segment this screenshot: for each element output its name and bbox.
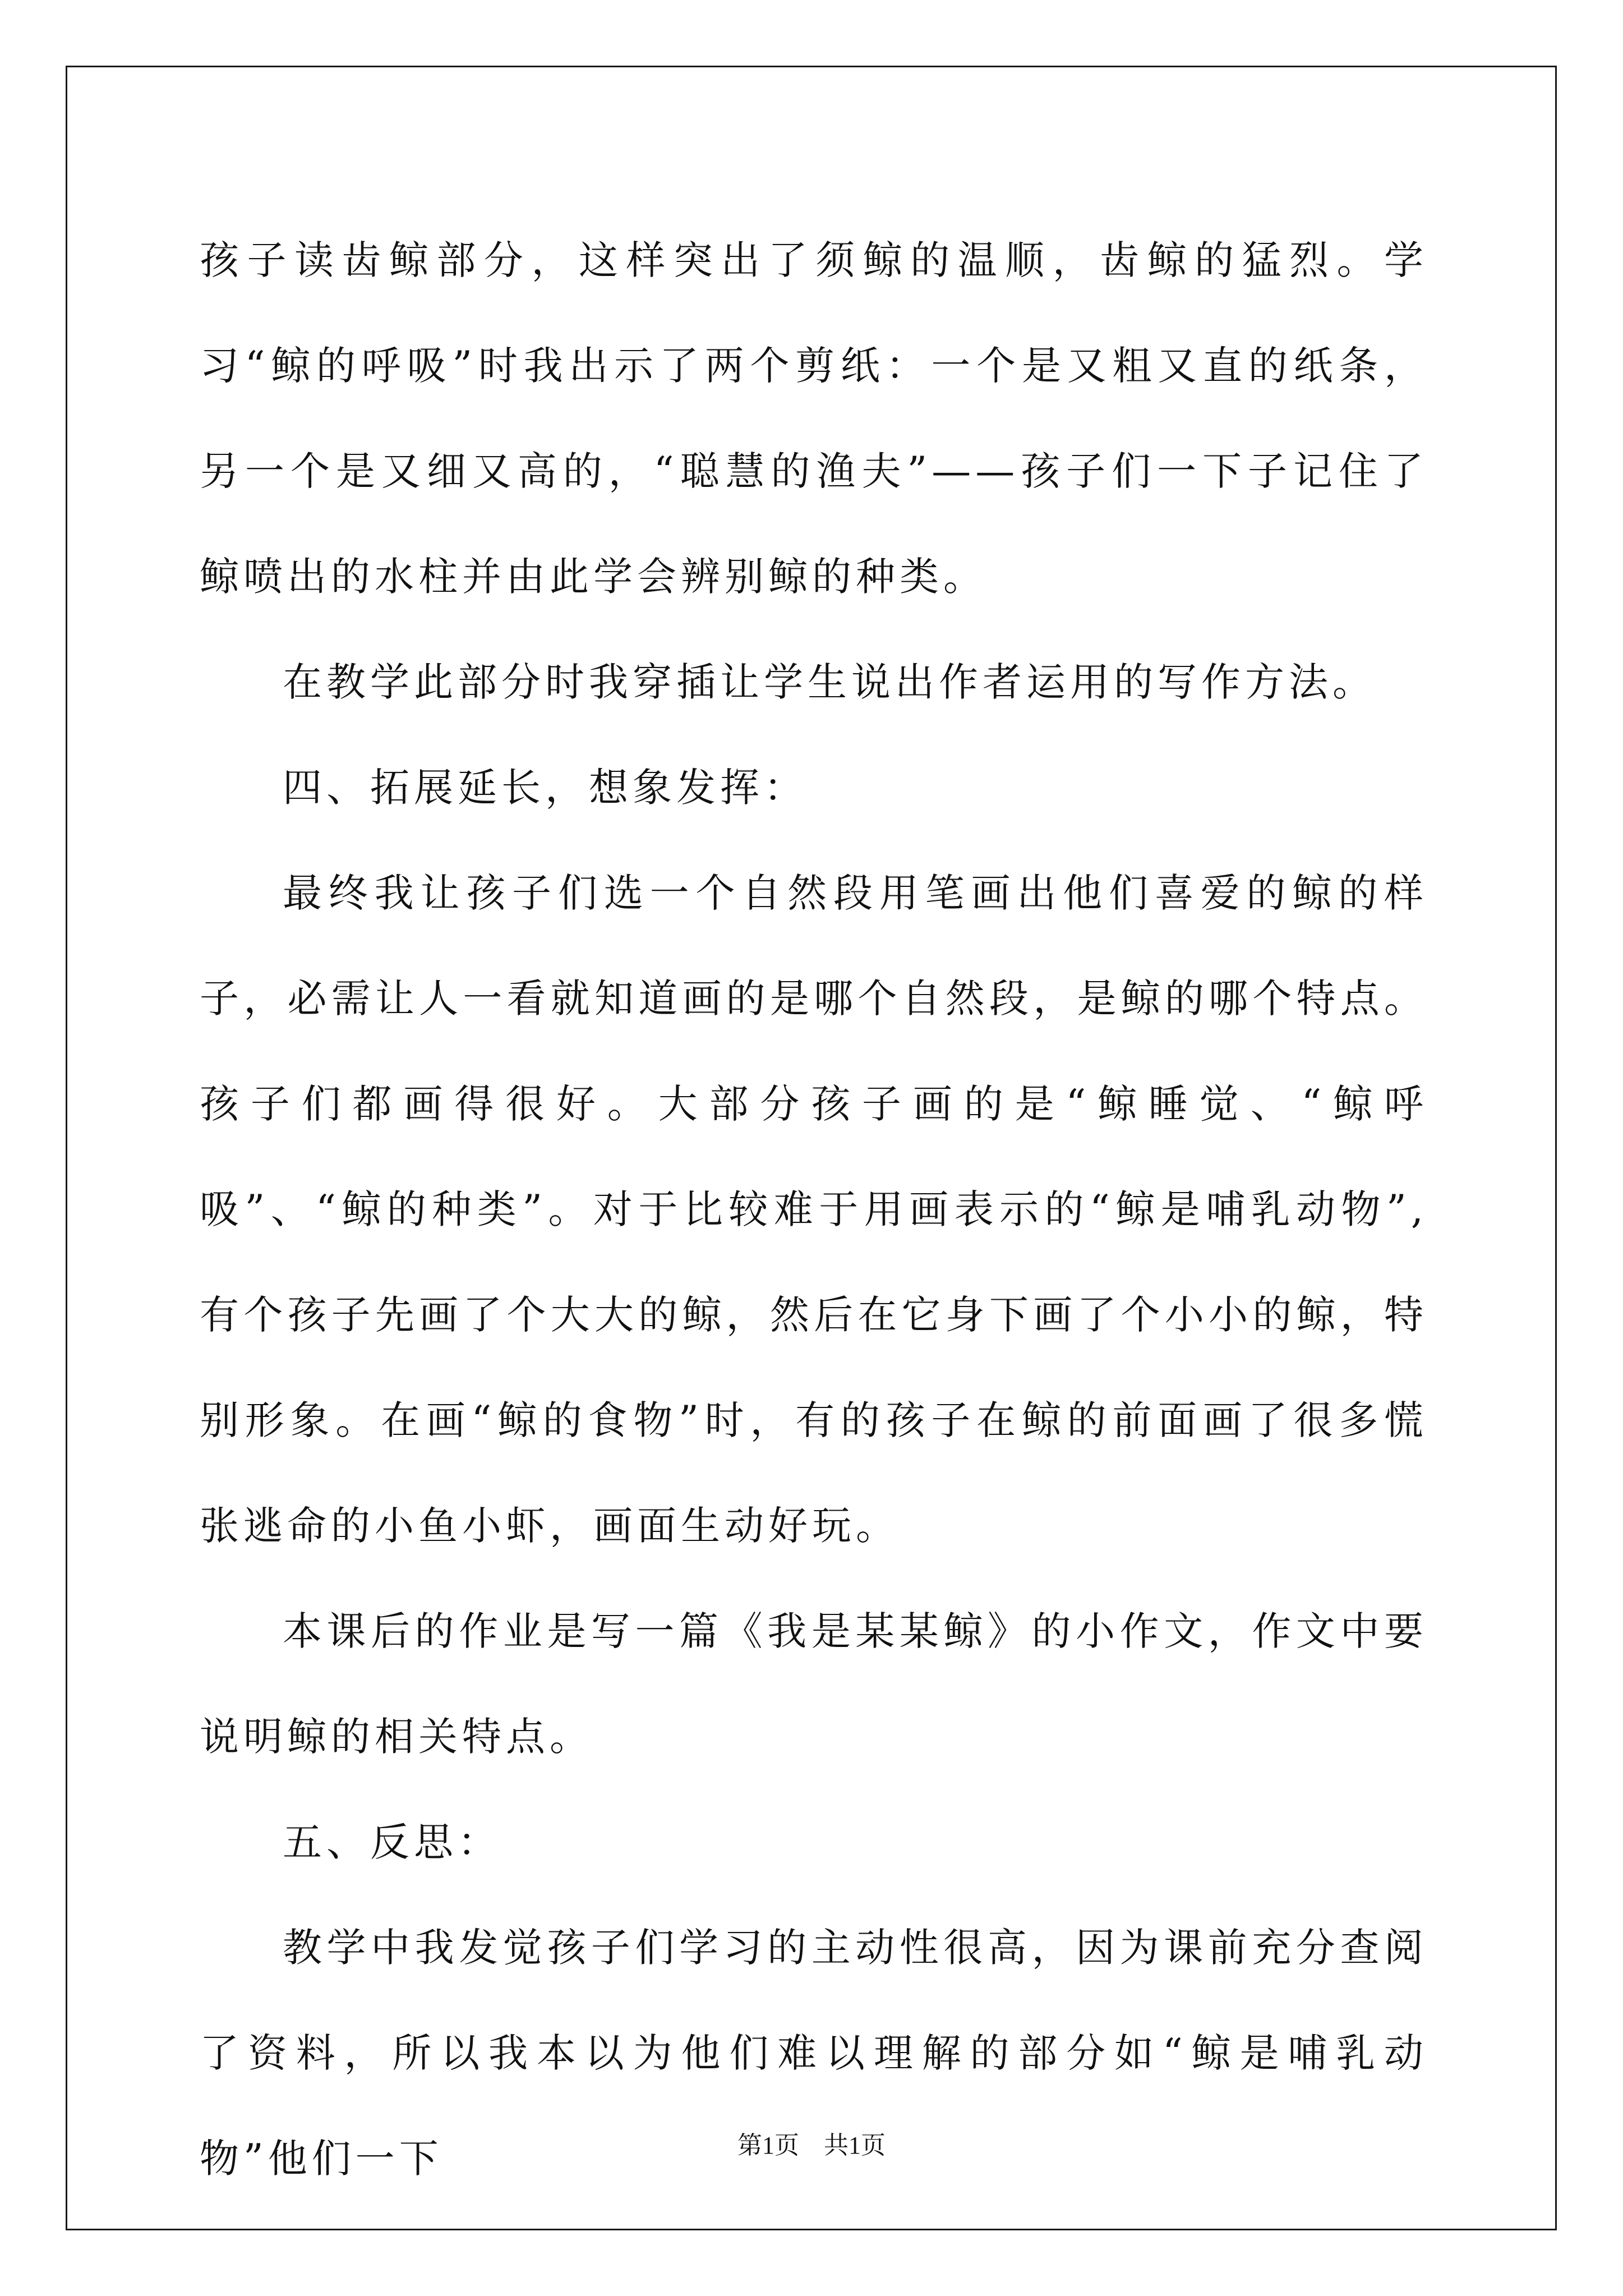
section-heading-4: 四、拓展延长，想象发挥： <box>283 765 808 811</box>
section-heading-5: 五、反思： <box>283 1819 501 1865</box>
paragraph-2: 在教学此部分时我穿插让学生说出作者运用的写作方法。 <box>283 659 1376 705</box>
paragraph-5: 教学中我发觉孩子们学习的主动性很高，因为课前充分查阅了资料，所以我本以为他们难以理解的部分如“鲸是哺乳动物”他们一下 <box>200 1925 1428 2182</box>
paragraph-3: 最终我让孩子们选一个自然段用笔画出他们喜爱的鲸的样子，必需让人一看就知道画的是哪个自然段，是鲸的哪个特点。孩子们都画得很好。大部分孩子画的是“鲸睡觉、“鲸呼吸”、“鲸的种类”。对于比较难于用画表示的“鲸是哺乳动物”,有个孩子先画了个大大的鲸，然后在它身下画了个小小的鲸，特别形象。在画“鲸的食物”时，有的孩子在鲸的前面画了很多慌张逃命的小鱼小虾，画面生动好玩。 <box>200 870 1428 1549</box>
document-body <box>200 208 1428 2211</box>
page-total: 共1页 <box>824 2132 886 2159</box>
paragraph-1: 孩子读齿鲸部分，这样突出了须鲸的温顺，齿鲸的猛烈。学习“鲸的呼吸”时我出示了两个剪纸：一个是又粗又直的纸条，另一个是又细又高的，“聪慧的渔夫”——孩子们一下子记住了鲸喷出的水柱并由此学会辨别鲸的种类。 <box>200 237 1428 600</box>
page-number: 第1页 <box>737 2132 799 2159</box>
paragraph-4: 本课后的作业是写一篇《我是某某鲸》的小作文，作文中要说明鲸的相关特点。 <box>200 1608 1428 1760</box>
page-footer <box>0 2125 1623 2161</box>
